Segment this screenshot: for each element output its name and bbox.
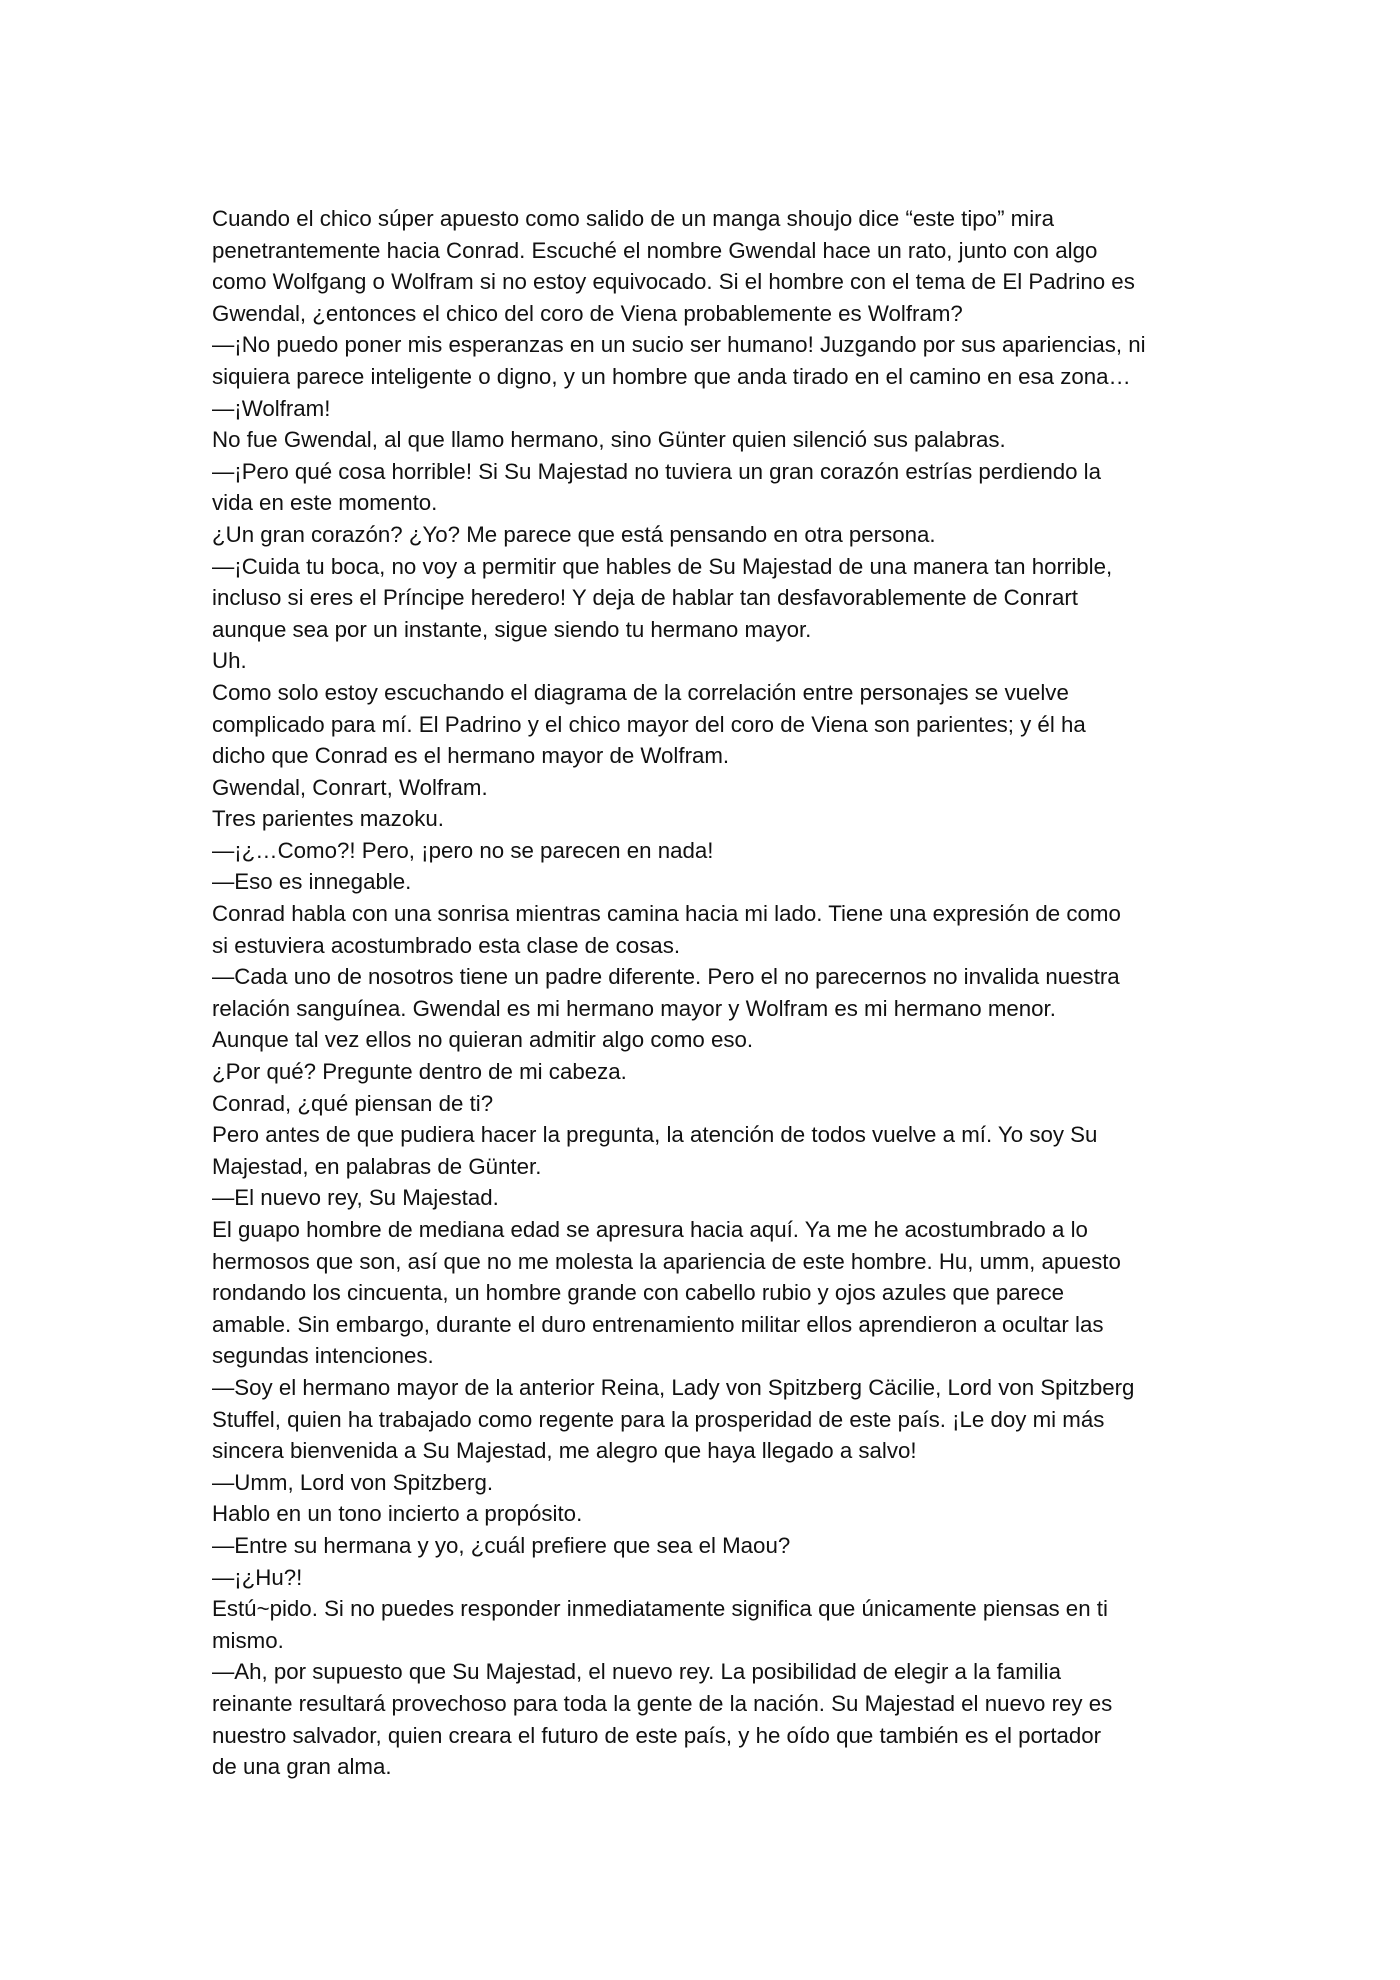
text-line: —Eso es innegable.: [212, 869, 412, 895]
text-line: —¡No puedo poner mis esperanzas en un sucio ser humano! Juzgando por sus apariencias, ni: [212, 332, 1146, 358]
body-text: [212, 203, 1212, 1783]
text-line: siquiera parece inteligente o digno, y un hombre que anda tirado en el camino en esa zona…: [212, 363, 1131, 389]
text-line: Gwendal, Conrart, Wolfram.: [212, 774, 488, 800]
text-line: de una gran alma.: [212, 1754, 392, 1780]
text-line: Tres parientes mazoku.: [212, 806, 444, 832]
text-line: sincera bienvenida a Su Majestad, me alegro que haya llegado a salvo!: [212, 1438, 917, 1464]
text-line: Como solo estoy escuchando el diagrama de la correlación entre personajes se vuelve: [212, 679, 1069, 705]
text-line: Conrad, ¿qué piensan de ti?: [212, 1090, 494, 1116]
text-line: amable. Sin embargo, durante el duro entrenamiento militar ellos aprendieron a ocultar las: [212, 1311, 1104, 1337]
text-line: si estuviera acostumbrado esta clase de cosas.: [212, 932, 681, 958]
text-line: Conrad habla con una sonrisa mientras camina hacia mi lado. Tiene una expresión de como: [212, 901, 1121, 927]
text-line: —¡Wolfram!: [212, 395, 331, 421]
text-line: aunque sea por un instante, sigue siendo tu hermano mayor.: [212, 616, 812, 642]
text-line: dicho que Conrad es el hermano mayor de Wolfram.: [212, 743, 730, 769]
text-line: relación sanguínea. Gwendal es mi hermano mayor y Wolfram es mi hermano menor.: [212, 995, 1056, 1021]
text-line: Majestad, en palabras de Günter.: [212, 1153, 542, 1179]
text-line: —El nuevo rey, Su Majestad.: [212, 1185, 499, 1211]
text-line: complicado para mí. El Padrino y el chico mayor del coro de Viena son parientes; y él ha: [212, 711, 1086, 737]
text-line: —Entre su hermana y yo, ¿cuál prefiere que sea el Maou?: [212, 1532, 791, 1558]
text-line: —Ah, por supuesto que Su Majestad, el nuevo rey. La posibilidad de elegir a la familia: [212, 1659, 1062, 1685]
text-line: Gwendal, ¿entonces el chico del coro de Viena probablemente es Wolfram?: [212, 300, 963, 326]
text-line: —¡¿Hu?!: [212, 1564, 303, 1590]
text-line: —Cada uno de nosotros tiene un padre diferente. Pero el no parecernos no invalida nuestra: [212, 964, 1120, 990]
text-line: nuestro salvador, quien creara el futuro de este país, y he oído que también es el portador: [212, 1722, 1102, 1748]
text-line: El guapo hombre de mediana edad se apresura hacia aquí. Ya me he acostumbrado a lo: [212, 1217, 1088, 1242]
text-line: Estú~pido. Si no puedes responder inmediatamente significa que únicamente piensas en ti: [212, 1596, 1108, 1622]
text-line: —¡Cuida tu boca, no voy a permitir que hables de Su Majestad de una manera tan horrible,: [212, 553, 1113, 579]
text-line: —Umm, Lord von Spitzberg.: [212, 1469, 494, 1495]
text-line: Cuando el chico súper apuesto como salido de un manga shoujo dice “este tipo” mira: [212, 206, 1054, 231]
text-line: vida en este momento.: [212, 490, 438, 516]
text-line: segundas intenciones.: [212, 1343, 434, 1369]
text-line: penetrantemente hacia Conrad. Escuché el nombre Gwendal hace un rato, junto con algo: [212, 237, 1098, 263]
text-line: —¡¿…Como?! Pero, ¡pero no se parecen en nada!: [212, 837, 714, 863]
text-line: como Wolfgang o Wolfram si no estoy equivocado. Si el hombre con el tema de El Padrino es: [212, 269, 1135, 295]
text-line: Uh.: [212, 648, 247, 674]
text-line: Stuffel, quien ha trabajado como regente para la prosperidad de este país. ¡Le doy mi más: [212, 1406, 1105, 1432]
text-line: Aunque tal vez ellos no quieran admitir algo como eso.: [212, 1027, 754, 1053]
text-line: Hablo en un tono incierto a propósito.: [212, 1501, 583, 1527]
text-line: Pero antes de que pudiera hacer la pregunta, la atención de todos vuelve a mí. Yo soy Su: [212, 1122, 1098, 1148]
text-line: —Soy el hermano mayor de la anterior Reina, Lady von Spitzberg Cäcilie, Lord von Spitzberg: [212, 1374, 1135, 1400]
text-line: mismo.: [212, 1627, 284, 1653]
text-line: hermosos que son, así que no me molesta la apariencia de este hombre. Hu, umm, apuesto: [212, 1248, 1121, 1274]
text-line: ¿Por qué? Pregunte dentro de mi cabeza.: [212, 1059, 627, 1085]
text-line: —¡Pero qué cosa horrible! Si Su Majestad no tuviera un gran corazón estrías perdiendo la: [212, 458, 1102, 484]
text-line: reinante resultará provechoso para toda la gente de la nación. Su Majestad el nuevo rey es: [212, 1690, 1113, 1716]
text-line: incluso si eres el Príncipe heredero! Y deja de hablar tan desfavorablemente de Conrart: [212, 585, 1078, 611]
text-line: rondando los cincuenta, un hombre grande con cabello rubio y ojos azules que parece: [212, 1280, 1064, 1306]
text-line: No fue Gwendal, al que llamo hermano, sino Günter quien silenció sus palabras.: [212, 427, 1006, 453]
text-line: ¿Un gran corazón? ¿Yo? Me parece que está pensando en otra persona.: [212, 521, 936, 547]
